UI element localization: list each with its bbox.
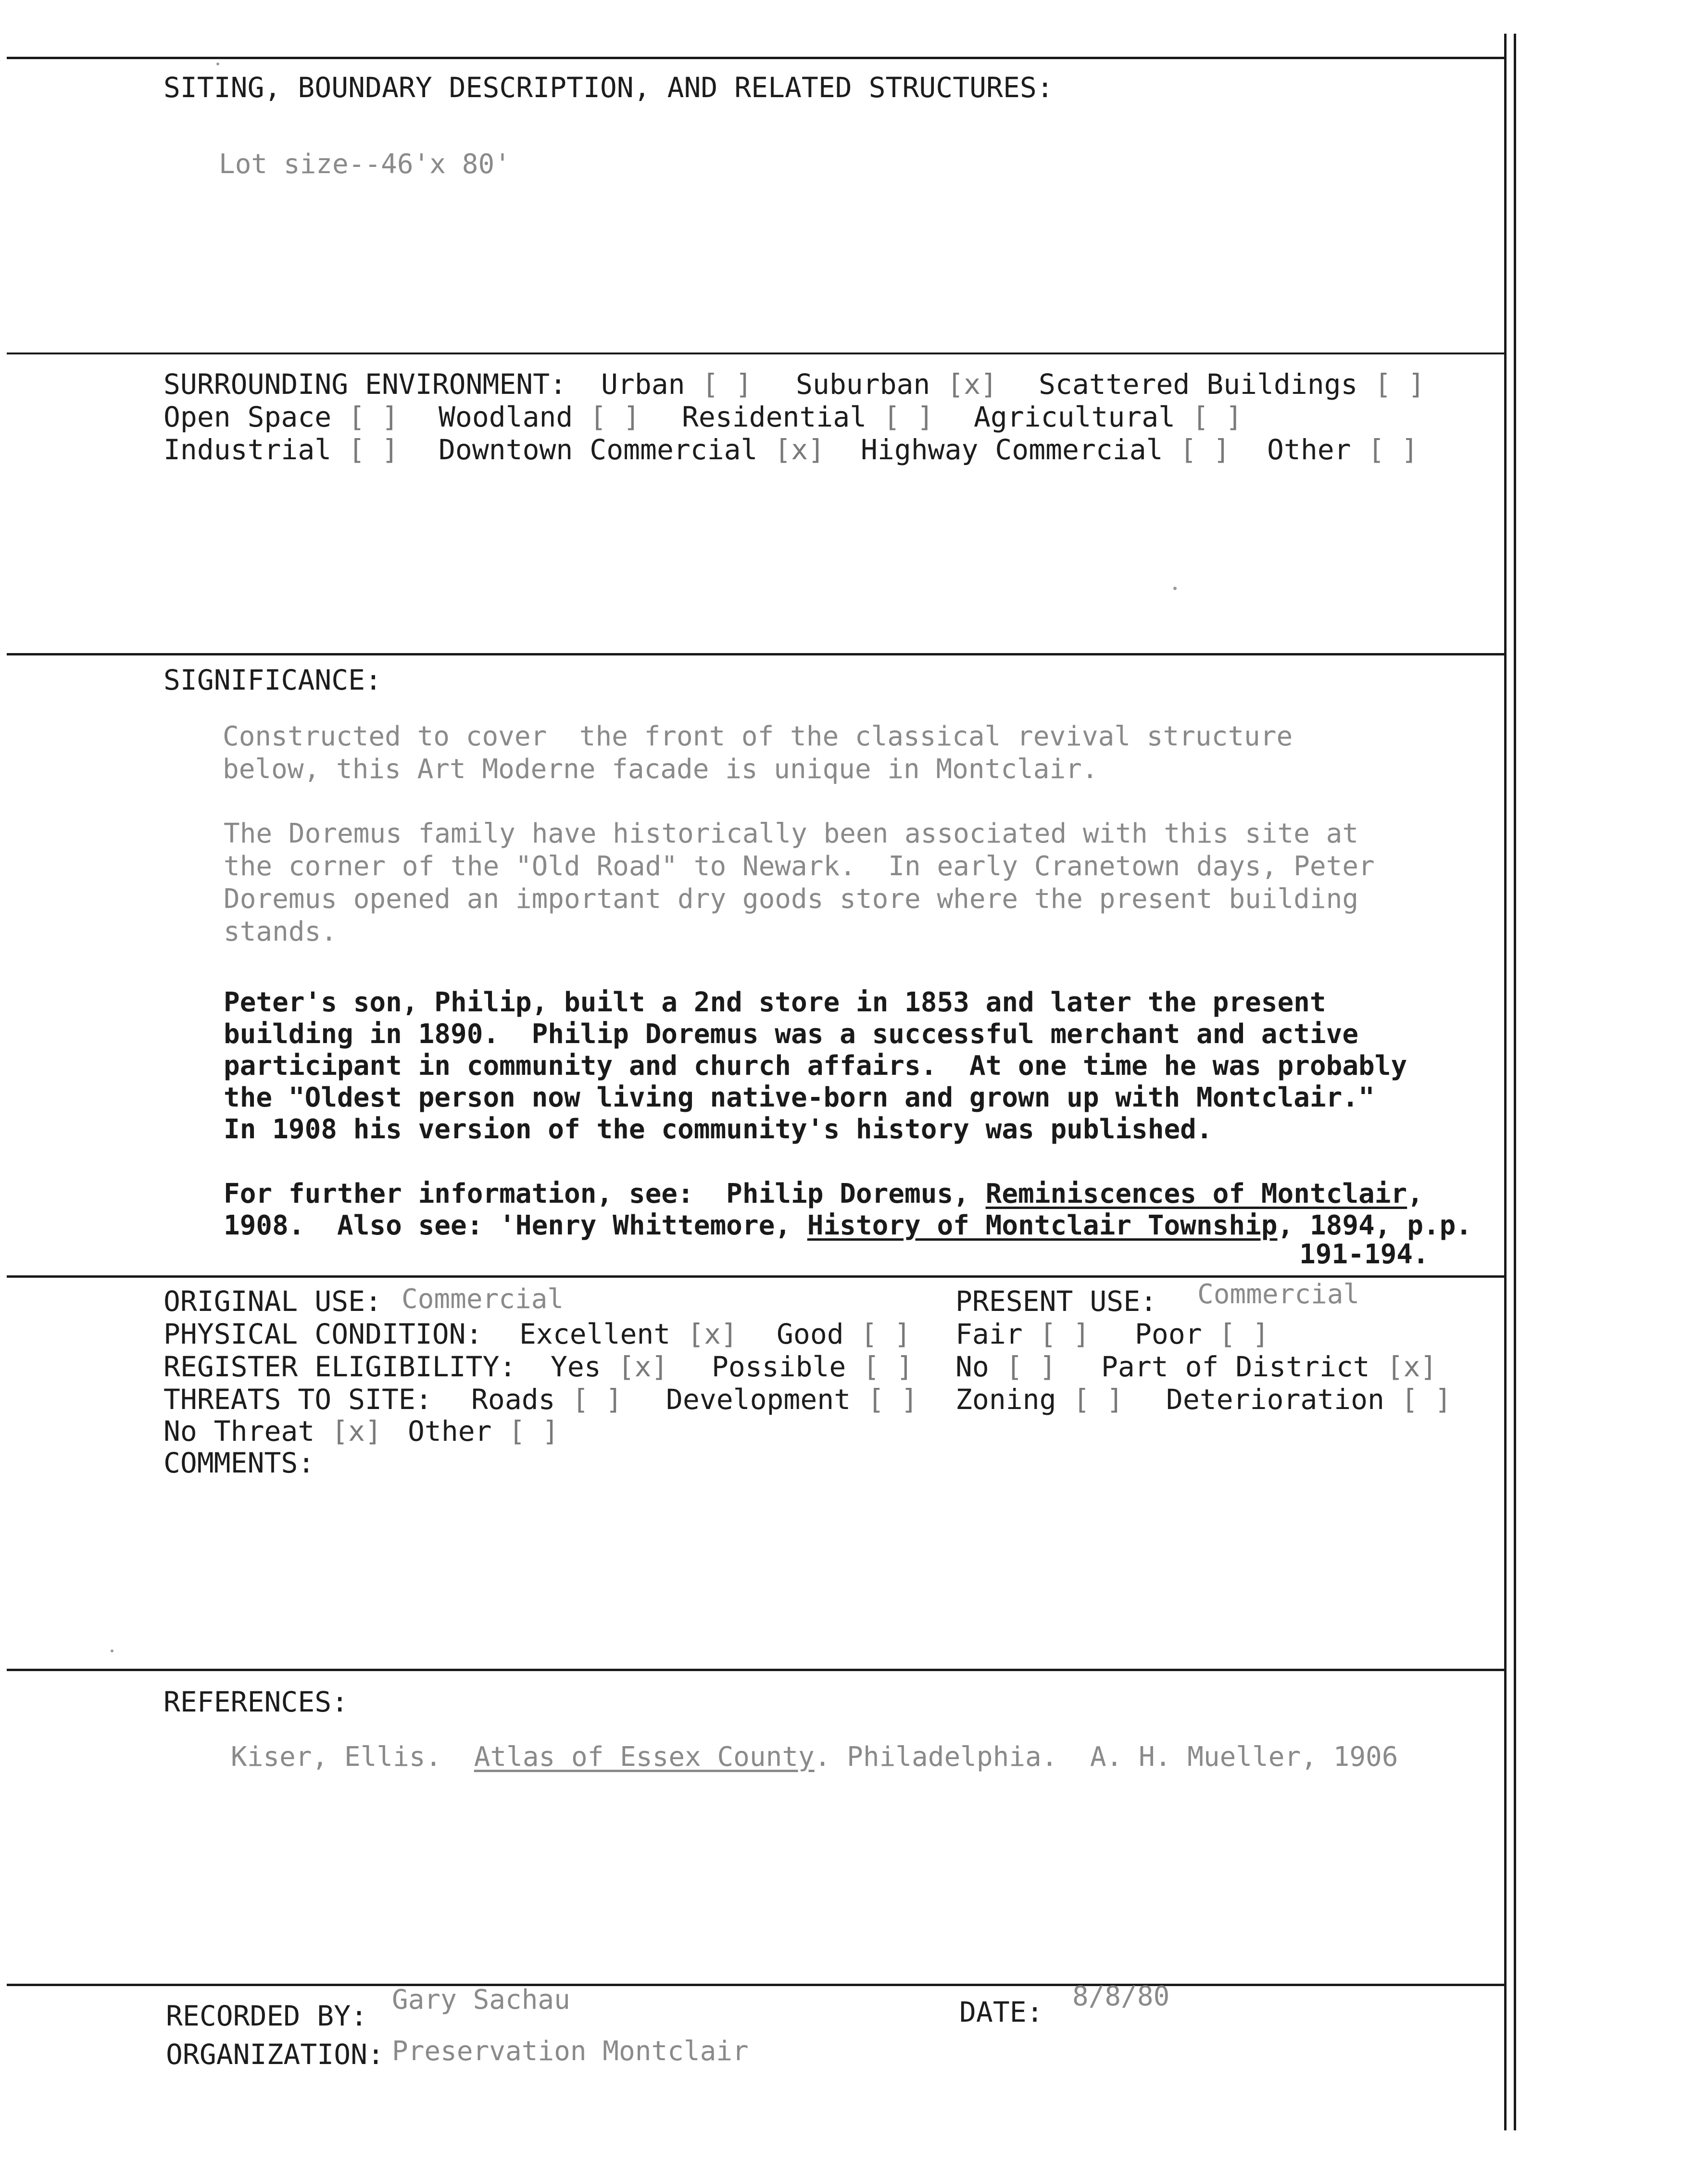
- env-option-suburban: Suburban [x]: [796, 368, 998, 401]
- condition-poor: Poor [ ]: [1135, 1318, 1269, 1350]
- threat-zoning: Zoning [ ]: [955, 1383, 1124, 1416]
- env-option-industrial: Industrial [ ]: [163, 433, 399, 466]
- checkbox-poor[interactable]: [ ]: [1218, 1318, 1269, 1350]
- right-border-line-2: [1514, 34, 1516, 2130]
- env-option-agricultural: Agricultural [ ]: [974, 401, 1243, 433]
- significance-para4-line1: For further information, see: Philip Doremus, Reminiscences of Montclair,: [224, 1178, 1423, 1209]
- scan-speck: [1173, 587, 1177, 590]
- checkbox-fair[interactable]: [ ]: [1039, 1318, 1090, 1350]
- checkbox-urban[interactable]: [ ]: [702, 368, 753, 401]
- reminiscences-title: Reminiscences of Montclair: [985, 1178, 1407, 1209]
- lot-size-text: Lot size--46'x 80': [219, 149, 511, 180]
- threat-development: Development [ ]: [666, 1383, 918, 1416]
- checkbox-register-no[interactable]: [ ]: [1005, 1350, 1056, 1383]
- recorded-by-value: Gary Sachau: [392, 1984, 570, 2015]
- threat-deterioration: Deterioration [ ]: [1166, 1383, 1452, 1416]
- divider-references: [7, 1669, 1504, 1671]
- present-use-value: Commercial: [1197, 1279, 1360, 1310]
- checkbox-other[interactable]: [ ]: [1368, 433, 1419, 466]
- organization-value: Preservation Montclair: [392, 2036, 749, 2067]
- reference-entry: Kiser, Ellis. Atlas of Essex County. Philadelphia. A. H. Mueller, 1906: [231, 1741, 1398, 1773]
- significance-heading: SIGNIFICANCE:: [163, 664, 382, 696]
- significance-para2-line2: the corner of the "Old Road" to Newark. In early Cranetown days, Peter: [224, 851, 1375, 882]
- organization-label: ORGANIZATION:: [166, 2038, 384, 2071]
- condition-excellent: Excellent [x]: [519, 1318, 738, 1350]
- env-option-urban: Urban [ ]: [601, 368, 753, 401]
- checkbox-open-space[interactable]: [ ]: [348, 401, 399, 433]
- significance-para1-line2: below, this Art Moderne facade is unique in Montclair.: [223, 754, 1098, 785]
- register-possible: Possible [ ]: [712, 1350, 914, 1383]
- divider-environment: [7, 352, 1504, 354]
- checkbox-highway-commercial[interactable]: [ ]: [1180, 433, 1231, 466]
- significance-para2-line4: stands.: [224, 916, 338, 947]
- env-option-downtown-commercial: Downtown Commercial [x]: [439, 433, 825, 466]
- significance-para4-line2: 1908. Also see: 'Henry Whittemore, History of Montclair Township, 1894, p.p.: [224, 1210, 1472, 1241]
- env-option-other: Other [ ]: [1267, 433, 1419, 466]
- atlas-title: Atlas of Essex County: [474, 1741, 815, 1773]
- right-border-line-1: [1504, 34, 1507, 2130]
- checkbox-no-threat[interactable]: [x]: [331, 1415, 382, 1448]
- checkbox-scattered-buildings[interactable]: [ ]: [1374, 368, 1425, 401]
- checkbox-suburban[interactable]: [x]: [947, 368, 998, 401]
- checkbox-residential[interactable]: [ ]: [883, 401, 934, 433]
- threat-other: Other [ ]: [408, 1415, 559, 1448]
- checkbox-register-yes[interactable]: [x]: [617, 1350, 668, 1383]
- env-option-highway-commercial: Highway Commercial [ ]: [861, 433, 1231, 466]
- checkbox-zoning[interactable]: [ ]: [1073, 1383, 1124, 1416]
- scan-speck: [216, 63, 219, 65]
- checkbox-roads[interactable]: [ ]: [572, 1383, 623, 1416]
- divider-significance: [7, 653, 1504, 655]
- divider-status: [7, 1275, 1504, 1278]
- present-use-label: PRESENT USE:: [955, 1285, 1157, 1318]
- original-use-label: ORIGINAL USE:: [163, 1285, 382, 1318]
- register-no: No [ ]: [955, 1350, 1056, 1383]
- register-part-of-district: Part of District [x]: [1101, 1350, 1437, 1383]
- physical-condition-label: PHYSICAL CONDITION:: [163, 1318, 483, 1350]
- checkbox-register-possible[interactable]: [ ]: [863, 1350, 914, 1383]
- history-township-title: History of Montclair Township: [807, 1210, 1278, 1241]
- checkbox-part-of-district[interactable]: [x]: [1386, 1350, 1437, 1383]
- register-yes: Yes [x]: [551, 1350, 668, 1383]
- env-option-open-space: Open Space [ ]: [163, 401, 399, 433]
- significance-para3-line1: Peter's son, Philip, built a 2nd store in 1853 and later the present: [224, 987, 1326, 1018]
- threat-roads: Roads [ ]: [471, 1383, 623, 1416]
- checkbox-threat-other[interactable]: [ ]: [508, 1415, 559, 1448]
- threat-no-threat: No Threat [x]: [163, 1415, 382, 1448]
- checkbox-downtown-commercial[interactable]: [x]: [774, 433, 825, 466]
- significance-para4-line3: 191-194.: [1299, 1239, 1429, 1270]
- checkbox-woodland[interactable]: [ ]: [590, 401, 640, 433]
- date-value: 8/8/80: [1072, 1981, 1170, 2012]
- significance-para3-line2: building in 1890. Philip Doremus was a successful merchant and active: [224, 1019, 1359, 1050]
- checkbox-industrial[interactable]: [ ]: [348, 433, 399, 466]
- significance-para3-line3: participant in community and church affairs. At one time he was probably: [224, 1050, 1407, 1082]
- scan-speck: [111, 1649, 113, 1652]
- checkbox-agricultural[interactable]: [ ]: [1192, 401, 1243, 433]
- date-label: DATE:: [959, 1996, 1043, 2028]
- significance-para2-line1: The Doremus family have historically been associated with this site at: [224, 818, 1359, 849]
- significance-para3-line4: the "Oldest person now living native-born and grown up with Montclair.": [224, 1082, 1375, 1113]
- checkbox-development[interactable]: [ ]: [867, 1383, 918, 1416]
- environment-heading: SURROUNDING ENVIRONMENT:: [163, 368, 567, 401]
- recorded-by-label: RECORDED BY:: [166, 2000, 368, 2032]
- original-use-value: Commercial: [402, 1284, 564, 1315]
- references-heading: REFERENCES:: [163, 1686, 349, 1718]
- checkbox-deterioration[interactable]: [ ]: [1401, 1383, 1452, 1416]
- significance-para2-line3: Doremus opened an important dry goods store where the present building: [224, 883, 1359, 915]
- condition-good: Good [ ]: [777, 1318, 911, 1350]
- checkbox-good[interactable]: [ ]: [860, 1318, 911, 1350]
- env-option-scattered: Scattered Buildings [ ]: [1039, 368, 1425, 401]
- threats-label: THREATS TO SITE:: [163, 1383, 432, 1416]
- env-option-residential: Residential [ ]: [682, 401, 934, 433]
- register-eligibility-label: REGISTER ELIGIBILITY:: [163, 1350, 516, 1383]
- significance-para1-line1: Constructed to cover the front of the classical revival structure: [223, 721, 1293, 752]
- siting-heading: SITING, BOUNDARY DESCRIPTION, AND RELATED STRUCTURES:: [163, 71, 1054, 104]
- env-option-woodland: Woodland [ ]: [439, 401, 640, 433]
- condition-fair: Fair [ ]: [955, 1318, 1090, 1350]
- divider-top: [7, 57, 1504, 59]
- comments-label: COMMENTS:: [163, 1447, 315, 1479]
- checkbox-excellent[interactable]: [x]: [687, 1318, 738, 1350]
- significance-para3-line5: In 1908 his version of the community's history was published.: [224, 1114, 1213, 1145]
- divider-footer: [7, 1984, 1504, 1986]
